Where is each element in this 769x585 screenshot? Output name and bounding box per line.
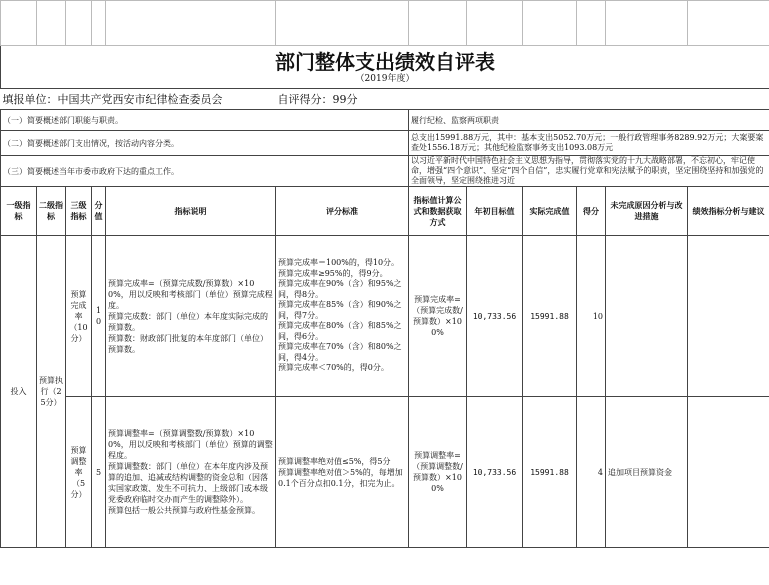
- reason-cell: [606, 236, 688, 397]
- level1-cell: 投入: [1, 236, 37, 548]
- criteria-cell: 预算完成率＝100%的，得10分。 预算完成率≥95%的，得9分。 预算完成率在90%（含）和95%之间，得8分。 预算完成率在85%（含）和90%之间，得7分。 预算完成率在80%（含）和85%之间，得6分。 预算完成率在70%（含）和80%之间，得4分。 预算完成率＜70%的，得0分。: [276, 236, 409, 397]
- empty-grid-row: [1, 1, 769, 46]
- advice-cell: [688, 236, 769, 397]
- reporting-unit: 填报单位：中国共产党西安市纪律检查委员会: [1, 89, 276, 110]
- formula-cell: 预算调整率=（预算调整数/预算数）×100%: [409, 397, 467, 548]
- level3-cell: 预算完成率（10分）: [66, 236, 92, 397]
- col-header-advice: 绩效指标分析与建议: [688, 187, 769, 236]
- col-header-formula: 指标值计算公式和数据获取方式: [409, 187, 467, 236]
- summary-row: [1, 156, 769, 187]
- actual-cell: 15991.88: [523, 236, 577, 397]
- summary-value: 履行纪检、监察两项职责: [409, 110, 769, 131]
- col-header-reason: 未完成原因分析与改进措施: [606, 187, 688, 236]
- unit-row: [1, 89, 769, 110]
- header-row: [1, 187, 769, 236]
- summary-value: 总支出15991.88万元，其中：基本支出5052.70万元；一般行政管理事务8289.92万元；大案要案查处1556.18万元；其他纪检监察事务支出1093.08万元: [409, 131, 769, 156]
- col-header-target: 年初目标值: [467, 187, 523, 236]
- summary-label: （三）简要概述当年市委市政府下达的重点工作。: [1, 156, 409, 187]
- col-header-level3: 三级指标: [66, 187, 92, 236]
- points-cell: 10: [92, 236, 106, 397]
- desc-cell: 预算调整率=（预算调整数/预算数）×100%，用以反映和考核部门（单位）预算的调整程度。 预算调整数：部门（单位）在本年度内涉及预算的追加、追减或结构调整的资金总和（因落实国家政策、发生不可抗力、上级部门或本级党委政府临时交办而产生的调整除外）。 预算包括一般公共预算与政府性基金预算。: [106, 397, 276, 548]
- points-cell: 5: [92, 397, 106, 548]
- col-header-actual: 实际完成值: [523, 187, 577, 236]
- col-header-level2: 二级指标: [37, 187, 66, 236]
- target-cell: 10,733.56: [467, 397, 523, 548]
- summary-label: （一）简要概述部门职能与职责。: [1, 110, 409, 131]
- actual-cell: 15991.88: [523, 397, 577, 548]
- score-cell: 4: [577, 397, 606, 548]
- self-score: 自评得分：99分: [276, 89, 769, 110]
- table-row: [1, 397, 769, 548]
- table-row: [1, 236, 769, 397]
- target-cell: 10,733.56: [467, 236, 523, 397]
- summary-row: [1, 131, 769, 156]
- criteria-cell: 预算调整率绝对值≤5%，得5分 预算调整率绝对值＞5%的，每增加0.1个百分点扣0.1分，扣完为止。: [276, 397, 409, 548]
- page-title: 部门整体支出绩效自评表: [275, 49, 495, 74]
- formula-cell: 预算完成率=（预算完成数/预算数）×100%: [409, 236, 467, 397]
- reason-cell: 追加项目预算资金: [606, 397, 688, 548]
- title-row: [1, 46, 769, 89]
- col-header-criteria: 评分标准: [276, 187, 409, 236]
- summary-label: （二）简要概述部门支出情况，按活动内容分类。: [1, 131, 409, 156]
- summary-value: 以习近平新时代中国特色社会主义思想为指导，贯彻落实党的十九大战略部署，不忘初心，牢记使命，增强“四个意识”、坚定“四个自信”，忠实履行党章和宪法赋予的职责，坚定围绕坚持和加强党的全面领导，坚定围绕推进习近: [409, 156, 769, 187]
- advice-cell: [688, 397, 769, 548]
- desc-cell: 预算完成率=（预算完成数/预算数）×100%，用以反映和考核部门（单位）预算完成程度。 预算完成数：部门（单位）本年度实际完成的预算数。 预算数：财政部门批复的本年度部门（单位）预算数。: [106, 236, 276, 397]
- score-cell: 10: [577, 236, 606, 397]
- summary-row: [1, 110, 769, 131]
- level3-cell: 预算调整率（5分）: [66, 397, 92, 548]
- report-year: （2019年度）: [355, 73, 415, 84]
- col-header-points: 分值: [92, 187, 106, 236]
- col-header-score: 得分: [577, 187, 606, 236]
- col-header-desc: 指标说明: [106, 187, 276, 236]
- col-header-level1: 一级指标: [1, 187, 37, 236]
- level2-cell: 预算执行（25分）: [37, 236, 66, 548]
